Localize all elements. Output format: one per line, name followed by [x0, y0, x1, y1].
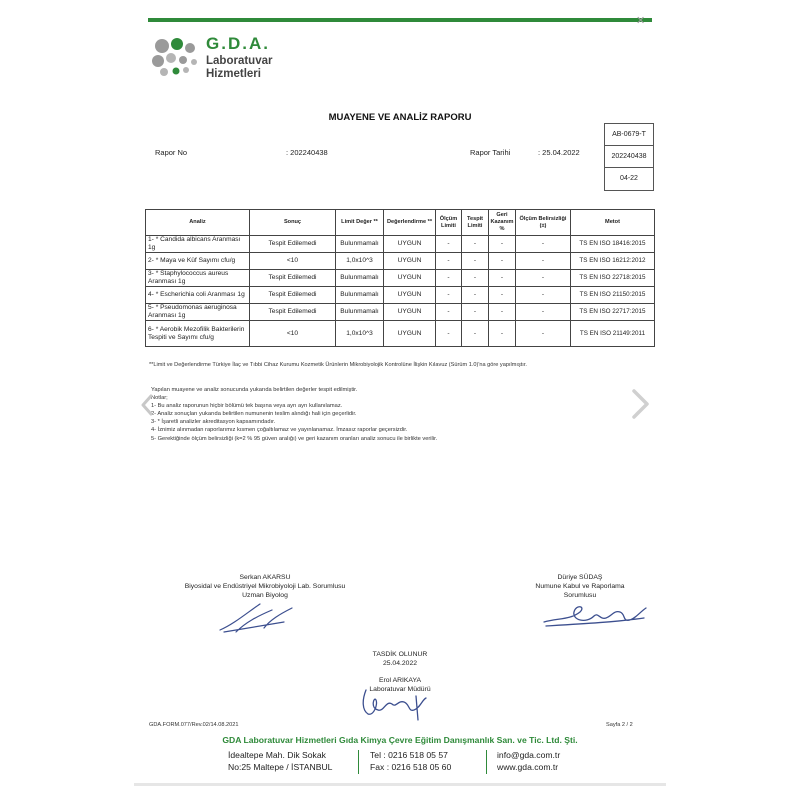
results-table — [145, 209, 655, 347]
cell-sonuc: <10 — [250, 253, 336, 270]
cell-tespit-limiti: - — [462, 304, 489, 321]
notes-block — [151, 386, 437, 443]
cell-metot: TS EN ISO 22718:2015 — [571, 270, 655, 287]
cell-olcum-limiti: - — [436, 304, 462, 321]
header-degerlendirme: Değerlendirme ** — [384, 210, 436, 236]
header-analiz: Analiz — [146, 210, 250, 236]
signature-left-mark — [214, 598, 298, 638]
footer-tel: Tel : 0216 518 05 57 — [370, 750, 448, 760]
cell-limit: 1,0x10^3 — [336, 253, 384, 270]
cell-olcum-limiti: - — [436, 253, 462, 270]
signer-right-role: Sorumlusu — [563, 592, 597, 599]
rapor-tarihi-value: : 25.04.2022 — [538, 148, 580, 157]
logo-line1: Laboratuvar — [206, 55, 273, 67]
note-line: 5- Gerektiğinde ölçüm belirsizliği (k=2 % 95 güven aralığı) ve geri kazanım oranları analiz sonucu ile birlikte verilir. — [151, 435, 438, 442]
cell-degerlendirme: UYGUN — [384, 287, 436, 304]
cell-tespit-limiti: - — [462, 287, 489, 304]
logo-brand: G.D.A. — [206, 34, 270, 53]
cell-degerlendirme: UYGUN — [384, 304, 436, 321]
rapor-no-value: : 202240438 — [286, 148, 328, 157]
cell-degerlendirme: UYGUN — [384, 253, 436, 270]
cell-olcum-limiti: - — [436, 236, 462, 253]
table-row — [146, 321, 655, 347]
footer-address-1: İdealtepe Mah. Dik Sokak — [228, 750, 326, 760]
cell-metot: TS EN ISO 16212:2012 — [571, 253, 655, 270]
signature-center-mark — [356, 686, 430, 722]
limit-footnote: **Limit ve Değerlendirme Türkiye İlaç ve Tıbbi Cihaz Kurumu Kozmetik Ürünlerin Mikrobiyolojik Kontrolüne İlişkin Kılavuz (Sürüm 1.0)'na göre yapılmıştır. — [149, 362, 527, 368]
header-geri-kazanim: Geri Kazanım % — [489, 210, 516, 236]
cell-degerlendirme: UYGUN — [384, 321, 436, 347]
cell-olcum-limiti: - — [436, 287, 462, 304]
bottom-rule — [134, 783, 666, 786]
cell-belirsizlik: - — [516, 304, 571, 321]
table-row — [146, 270, 655, 287]
ref-period: 04-22 — [620, 175, 638, 182]
top-rule — [148, 18, 652, 22]
cell-limit: Bulunmamalı — [336, 236, 384, 253]
header-olcum-belirsizligi: Ölçüm Belirsizliği (±) — [516, 210, 571, 236]
header-limit-deger: Limit Değer ** — [336, 210, 384, 236]
note-line: 4- İznimiz alınmadan raporlarımız kısmen çoğaltılamaz ve yayınlanamaz. İmzasız raporlar geçersizdir. — [151, 427, 408, 434]
cell-metot: TS EN ISO 22717:2015 — [571, 304, 655, 321]
cell-analiz: 6- * Aerobik Mezofilik Bakterilerin Tespiti ve Sayımı cfu/g — [146, 321, 250, 347]
page-number: Sayfa 2 / 2 — [606, 722, 633, 728]
cell-belirsizlik: - — [516, 253, 571, 270]
ref-report-no: 202240438 — [605, 146, 653, 168]
cell-olcum-limiti: - — [436, 270, 462, 287]
cell-analiz: 2- * Maya ve Küf Sayımı cfu/g — [146, 253, 250, 270]
approval-date: 25.04.2022 — [382, 659, 418, 667]
cell-sonuc: Tespit Edilemedi — [250, 304, 336, 321]
rapor-tarihi-label: Rapor Tarihi — [470, 148, 511, 157]
cell-limit: Bulunmamalı — [336, 287, 384, 304]
cell-belirsizlik: - — [516, 321, 571, 347]
footer-email[interactable]: info@gda.com.tr — [497, 750, 561, 760]
report-title: MUAYENE VE ANALİZ RAPORU — [328, 112, 472, 123]
signer-left-title: Biyosidal ve Endüstriyel Mikrobiyoloji Lab. Sorumlusu — [184, 583, 346, 590]
footer-address-2: No:25 Maltepe / İSTANBUL — [228, 762, 333, 772]
approval-label: TASDİK OLUNUR — [372, 651, 428, 658]
table-row — [146, 287, 655, 304]
table-row — [146, 253, 655, 270]
table-row — [146, 236, 655, 253]
signer-right-title: Numune Kabul ve Raporlama — [535, 583, 625, 590]
header-olcum-limiti: Ölçüm Limiti — [436, 210, 462, 236]
cell-analiz: 5- * Pseudomonas aeruginosa Aranması 1g — [146, 304, 250, 321]
cell-geri-kazanim: - — [489, 287, 516, 304]
note-line: Yapılan muayene ve analiz sonucunda yukarıda belirtilen değerler tespit edilmiştir. — [151, 387, 358, 393]
header-sonuc: Sonuç — [250, 210, 336, 236]
footer-website[interactable]: www.gda.com.tr — [497, 762, 559, 772]
table-row — [146, 304, 655, 321]
cell-limit: 1,0x10^3 — [336, 321, 384, 347]
cell-belirsizlik: - — [516, 236, 571, 253]
rapor-no-label: Rapor No — [155, 148, 188, 157]
footer-fax: Fax : 0216 518 05 60 — [370, 762, 452, 772]
header-tespit-limiti: Tespit Limiti — [462, 210, 489, 236]
cell-sonuc: <10 — [250, 321, 336, 347]
cell-degerlendirme: UYGUN — [384, 270, 436, 287]
close-icon[interactable]: ✕ — [636, 15, 646, 27]
footer-separator — [486, 750, 487, 774]
cell-limit: Bulunmamalı — [336, 304, 384, 321]
cell-tespit-limiti: - — [462, 236, 489, 253]
cell-belirsizlik: - — [516, 287, 571, 304]
ref-code: AB-0679-T — [605, 124, 653, 146]
chevron-right-icon[interactable] — [629, 388, 651, 420]
note-line: 2- Analiz sonuçları yukarıda belirtilen numunenin teslim alındığı hali için geçerlidir. — [151, 411, 357, 418]
signature-right-mark — [540, 598, 650, 632]
cell-geri-kazanim: - — [489, 304, 516, 321]
cell-metot: TS EN ISO 21149:2011 — [571, 321, 655, 347]
signer-left-name: Serkan AKARSU — [239, 574, 291, 581]
cell-geri-kazanim: - — [489, 321, 516, 347]
reference-box — [604, 123, 654, 191]
header-metot: Metot — [571, 210, 655, 236]
signer-right-name: Düriye SÜDAŞ — [557, 574, 603, 581]
cell-limit: Bulunmamalı — [336, 270, 384, 287]
cell-tespit-limiti: - — [462, 321, 489, 347]
cell-geri-kazanim: - — [489, 236, 516, 253]
approver-name: Erol ARIKAYA — [378, 677, 422, 684]
cell-analiz: 3- * Staphylococcus aureus Aranması 1g — [146, 270, 250, 287]
cell-tespit-limiti: - — [462, 270, 489, 287]
cell-sonuc: Tespit Edilemedi — [250, 287, 336, 304]
cell-metot: TS EN ISO 21150:2015 — [571, 287, 655, 304]
note-line: 1- Bu analiz raporunun hiçbir bölümü tek başına veya ayrı ayrı kullanılamaz. — [151, 403, 343, 410]
cell-geri-kazanim: - — [489, 270, 516, 287]
cell-tespit-limiti: - — [462, 253, 489, 270]
signer-left-role: Uzman Biyolog — [242, 592, 288, 599]
cell-olcum-limiti: - — [436, 321, 462, 347]
cell-sonuc: Tespit Edilemedi — [250, 270, 336, 287]
footer-company: GDA Laboratuvar Hizmetleri Gıda Kimya Çevre Eğitim Danışmanlık San. ve Tic. Ltd. Şti. — [222, 735, 578, 745]
signature-left — [150, 573, 380, 600]
form-number: GDA.FORM.077/Rev.02/14.08.2021 — [149, 722, 239, 728]
signature-right — [520, 573, 640, 600]
table-header-row — [146, 210, 655, 236]
approver-title: Laboratuvar Müdürü — [369, 685, 431, 693]
logo-dots-icon — [152, 36, 202, 80]
note-line: 3- * İşaretli analizler akreditasyon kapsamındadır. — [151, 419, 276, 426]
note-line: Notlar; — [151, 395, 168, 402]
chevron-left-icon[interactable] — [140, 394, 154, 416]
cell-sonuc: Tespit Edilemedi — [250, 236, 336, 253]
cell-geri-kazanim: - — [489, 253, 516, 270]
logo-line2: Hizmetleri — [206, 68, 261, 80]
cell-belirsizlik: - — [516, 270, 571, 287]
gda-logo — [152, 34, 302, 84]
cell-degerlendirme: UYGUN — [384, 236, 436, 253]
cell-metot: TS EN ISO 18416:2015 — [571, 236, 655, 253]
footer-separator — [358, 750, 359, 774]
cell-analiz: 4- * Escherichia coli Aranması 1g — [146, 287, 250, 304]
cell-analiz: 1- * Candida albicans Aranması 1g — [146, 236, 250, 253]
